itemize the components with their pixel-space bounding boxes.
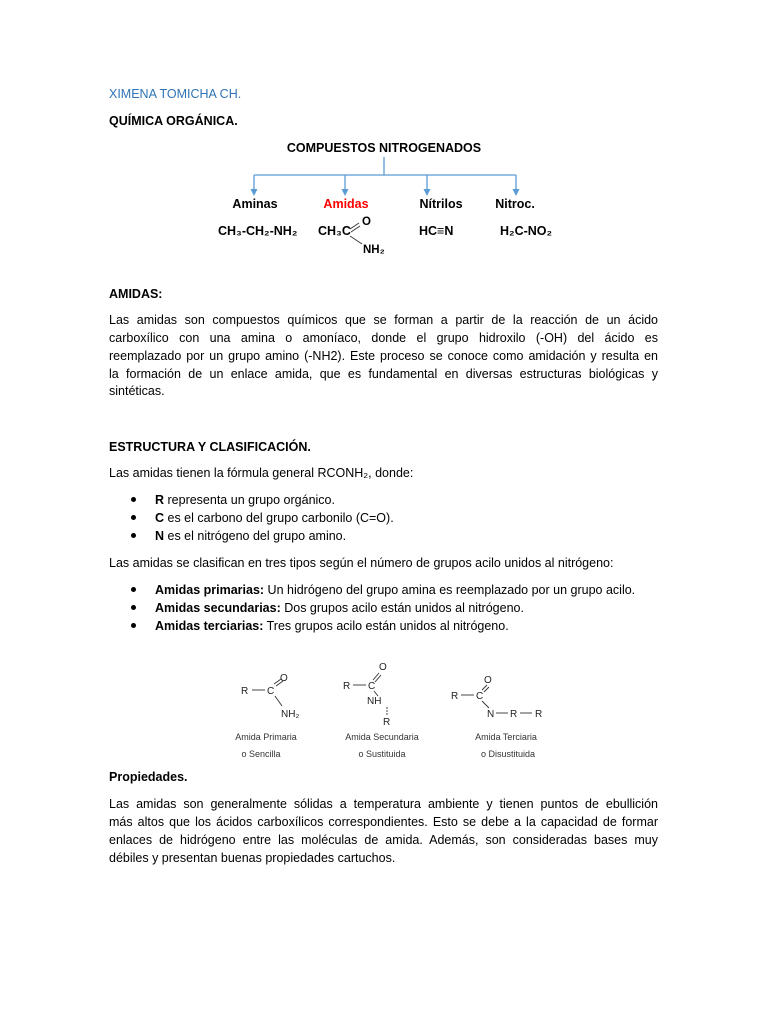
list-desc: es el nitrógeno del grupo amino. [164, 529, 347, 543]
atom-r: R [241, 686, 249, 697]
structure-tertiary-amide [451, 675, 542, 759]
list-desc: es el carbono del grupo carbonilo (C=O). [164, 511, 394, 525]
subcaption: o Sustituida [358, 749, 406, 759]
formula-nitroc: H₂C-NO₂ [500, 224, 553, 238]
formula-amidas: CH₃C [318, 224, 351, 238]
bond-c-n [482, 701, 489, 708]
list-desc: Tres grupos acilo están unidos al nitrógeno. [263, 619, 509, 633]
atom-r: R [535, 709, 543, 720]
amida-formula-bonds [350, 223, 362, 244]
list-item [155, 599, 524, 617]
classification-tree [251, 157, 520, 196]
formula-aminas: CH₃-CH₂-NH₂ [218, 224, 298, 238]
types-intro: Las amidas se clasifican en tres tipos según el número de grupos acilo unidos al nitrógeno: [109, 556, 614, 570]
atom-c: C [476, 691, 484, 702]
branch-label-amidas: Amidas [323, 197, 369, 211]
bond-c-o [276, 681, 283, 686]
paragraph-line: débiles y presentan buenas propiedades cartuchos. [109, 851, 396, 865]
bond-c-o [375, 675, 381, 682]
caption: Amida Terciaria [475, 732, 537, 742]
list-desc: Dos grupos acilo están unidos al nitrógeno. [280, 601, 524, 615]
atom-r: R [451, 691, 459, 702]
list-term: Amidas secundarias: [155, 601, 281, 615]
formula-nitrilos: HC≡N [419, 224, 454, 238]
bond-c-o [274, 679, 281, 684]
list-term: C [155, 511, 165, 525]
bullet-icon [131, 605, 136, 610]
list-item [155, 617, 509, 635]
atom-c: C [368, 681, 376, 692]
diagram-title: COMPUESTOS NITROGENADOS [286, 141, 482, 155]
author-name: XIMENA TOMICHA CH. [109, 87, 242, 101]
subject-title: QUÍMICA ORGÁNICA. [109, 114, 238, 128]
paragraph-line: Las amidas son compuestos químicos que se forman a partir de la reacción de un ácido [109, 313, 658, 327]
section-heading-estructura: ESTRUCTURA Y CLASIFICACIÓN. [109, 440, 311, 454]
atom-c: C [267, 686, 275, 697]
list-term: N [155, 529, 165, 543]
bullet-icon [131, 587, 136, 592]
bond-c-n [374, 691, 378, 696]
paragraph-line: reemplazado por un grupo amino (-NH2). Este proceso se conoce como amidación y resulta en [109, 349, 658, 363]
list-term: R [155, 493, 165, 507]
bullet-icon [131, 533, 136, 538]
paragraph-line: la formación de un enlace amida, que es fundamental en diversas estructuras biológicas y [109, 367, 658, 381]
section-heading-amidas: AMIDAS: [109, 287, 163, 301]
branch-label-aminas: Aminas [232, 197, 278, 211]
formula-amidas-amine: NH₂ [363, 244, 385, 256]
subcaption: o Sencilla [241, 749, 281, 759]
branch-label-nitroc: Nitroc. [495, 197, 535, 211]
list-desc: Un hidrógeno del grupo amina es reemplazado por un grupo acilo. [264, 583, 636, 597]
list-item [155, 581, 635, 599]
atom-r: R [343, 681, 351, 692]
atom-nh: NH [367, 696, 382, 707]
caption: Amida Primaria [235, 732, 297, 742]
paragraph-line: enlaces de hidrógeno entre las moléculas de amida. Además, son consideradas bases muy [109, 833, 658, 847]
bullet-icon [131, 497, 136, 502]
bond-c-o [482, 685, 487, 690]
atom-nh2: NH₂ [281, 709, 300, 720]
atom-r: R [383, 717, 391, 728]
atom-n: N [487, 709, 495, 720]
paragraph-line: carboxílico con una amina o amoníaco, donde el grupo hidroxilo (-OH) del ácido es [109, 331, 658, 345]
atom-o: O [379, 662, 387, 673]
atom-o: O [280, 673, 288, 684]
bullet-icon [131, 515, 136, 520]
list-desc: representa un grupo orgánico. [164, 493, 335, 507]
formula-intro: Las amidas tienen la fórmula general RCONH₂, donde: [109, 466, 414, 480]
section-heading-propiedades: Propiedades. [109, 770, 188, 784]
caption: Amida Secundaria [345, 732, 419, 742]
list-item [155, 509, 394, 527]
list-item [155, 527, 346, 545]
list-term: Amidas terciarias: [155, 619, 264, 633]
list-term: Amidas primarias: [155, 583, 265, 597]
branch-label-nitrilos: Nítrilos [419, 197, 463, 211]
bond-c-o [484, 687, 489, 692]
carbonyl-double-bond [350, 223, 359, 229]
paragraph-line: Las amidas son generalmente sólidas a temperatura ambiente y tienen puntos de ebullición [109, 797, 658, 811]
list-item [155, 491, 335, 509]
paragraph-line: más altos que los ácidos carboxílicos correspondientes. Esto se debe a la capacidad de formar [109, 815, 658, 829]
structure-secondary-amide [343, 662, 419, 759]
atom-r: R [510, 709, 518, 720]
atom-o: O [484, 675, 492, 686]
carbonyl-double-bond [351, 226, 360, 232]
amine-bond [350, 236, 362, 244]
bullet-icon [131, 623, 136, 628]
bond-c-o [373, 673, 379, 680]
bond-c-n [275, 696, 282, 706]
paragraph-line: sintéticas. [109, 384, 165, 398]
formula-amidas-oxygen: O [362, 216, 371, 228]
structure-primary-amide [235, 673, 299, 759]
subcaption: o Disustituida [480, 749, 536, 759]
